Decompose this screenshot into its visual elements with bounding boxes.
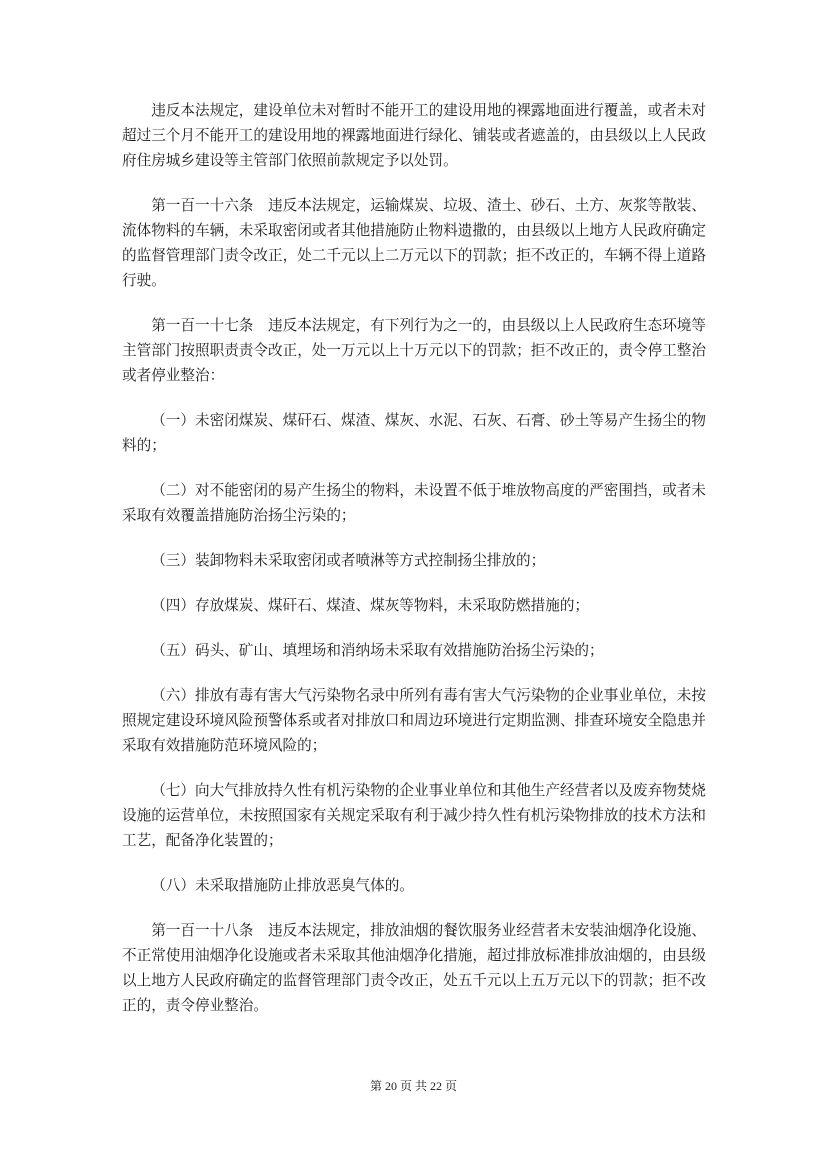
article-118-paragraph: 第一百一十八条 违反本法规定，排放油烟的餐饮服务业经营者未安装油烟净化设施、不正常使用油烟净化设施或者未采取其他油烟净化措施，超过排放标准排放油烟的，由县级以上地方人民政府确定的监督管理部门责令改正，处五千元以上五万元以下的罚款；拒不改正的，责令停业整治。 [122, 923, 706, 1014]
page-footer [0, 1078, 827, 1094]
intro-paragraph: 违反本法规定，建设单位未对暂时不能开工的建设用地的裸露地面进行覆盖，或者未对超过三个月不能开工的建设用地的裸露地面进行绿化、铺装或者遮盖的，由县级以上人民政府住房城乡建设等主管部门依照前款规定予以处罚。 [122, 103, 706, 169]
page-number-label: 第 20 页 共 22 页 [369, 1079, 457, 1093]
article-117-paragraph: 第一百一十七条 违反本法规定，有下列行为之一的，由县级以上人民政府生态环境等主管部门按照职责责令改正，处一万元以上十万元以下的罚款；拒不改正的，责令停工整治或者停业整治： [122, 318, 706, 384]
article-117-item-8: （八）未采取措施防止排放恶臭气体的。 [151, 878, 414, 894]
article-116-paragraph: 第一百一十六条 违反本法规定，运输煤炭、垃圾、渣土、砂石、土方、灰浆等散装、流体物料的车辆，未采取密闭或者其他措施防止物料遗撒的，由县级以上地方人民政府确定的监督管理部门责令改正，处二千元以上二万元以下的罚款；拒不改正的，车辆不得上道路行驶。 [122, 198, 706, 289]
article-117-item-4: （四）存放煤炭、煤矸石、煤渣、煤灰等物料，未采取防燃措施的； [151, 598, 590, 614]
document-body [122, 99, 706, 1019]
article-117-item-6: （六）排放有毒有害大气污染物名录中所列有毒有害大气污染物的企业事业单位，未按照规定建设环境风险预警体系或者对排放口和周边环境进行定期监测、排查环境安全隐患并采取有效措施防范环境风险的； [122, 688, 706, 754]
article-117-item-3: （三）装卸物料未采取密闭或者喷淋等方式控制扬尘排放的； [151, 553, 546, 569]
article-117-item-2: （二）对不能密闭的易产生扬尘的物料，未设置不低于堆放物高度的严密围挡，或者未采取有效覆盖措施防治扬尘污染的； [122, 483, 706, 524]
article-117-item-5: （五）码头、矿山、填埋场和消纳场未采取有效措施防治扬尘污染的； [151, 643, 604, 659]
article-117-item-7: （七）向大气排放持久性有机污染物的企业事业单位和其他生产经营者以及废弃物焚烧设施的运营单位，未按照国家有关规定采取有利于减少持久性有机污染物排放的技术方法和工艺，配备净化装置的； [122, 783, 706, 849]
article-117-item-1: （一）未密闭煤炭、煤矸石、煤渣、煤灰、水泥、石灰、石膏、砂土等易产生扬尘的物料的； [122, 413, 706, 454]
